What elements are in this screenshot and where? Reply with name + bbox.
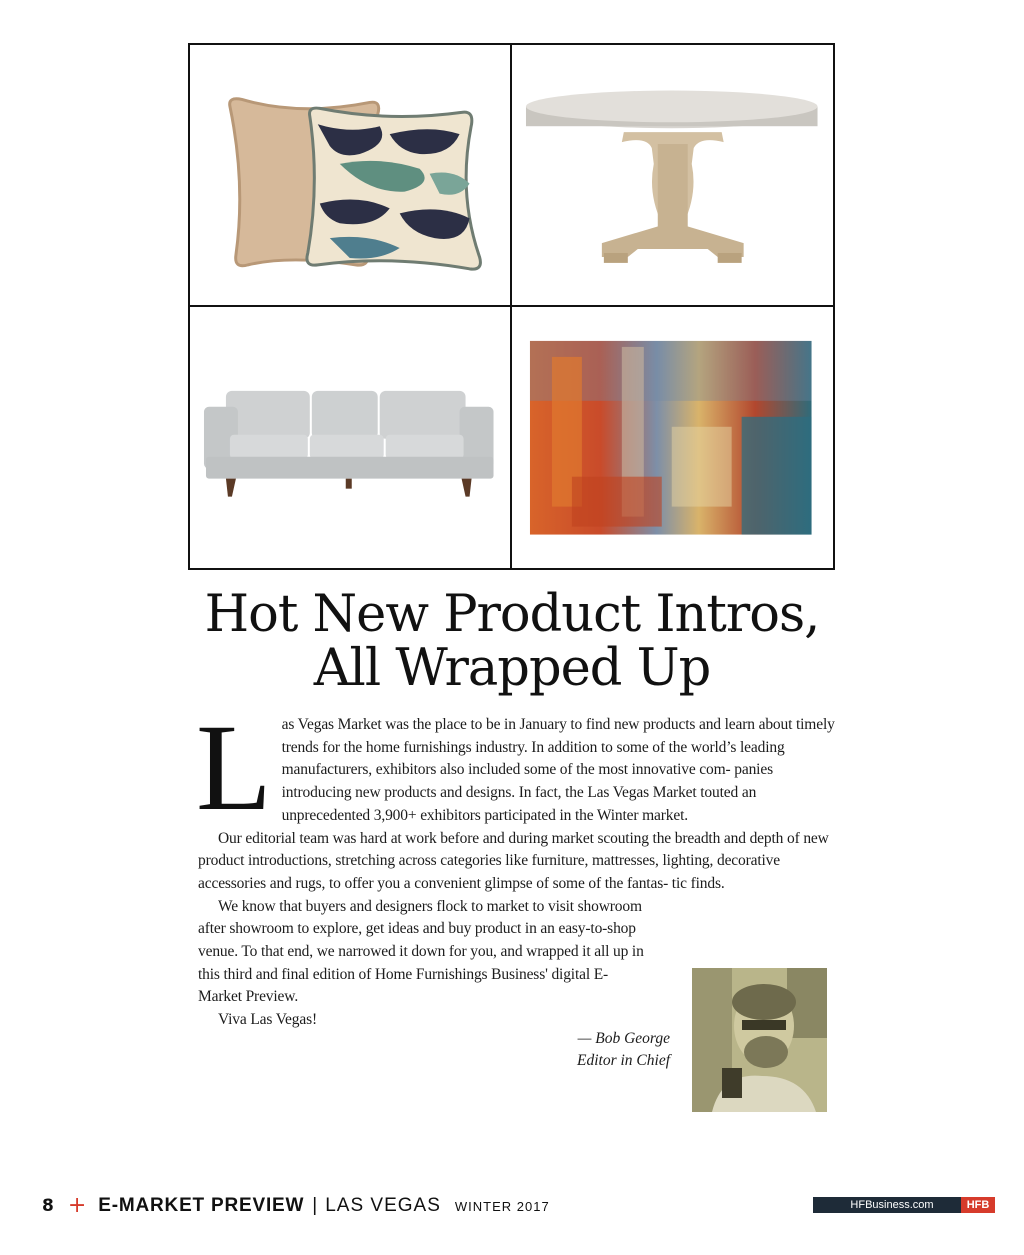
page-footer	[42, 1195, 550, 1217]
paragraph-2: Our editorial team was hard at work before and during market scouting the breadth and depth of new product introductions, stretching across categories like furniture, mattresses, lighting, decorative accessories and rugs, to offer you a convenient glimpse of some of the fantas- tic finds.	[198, 829, 829, 892]
page-number: 8	[42, 1196, 54, 1216]
rug-image	[512, 307, 834, 569]
signature-name: — Bob George	[577, 1030, 670, 1047]
paragraph-3: We know that buyers and designers flock to market to visit showroom after showroom to explore, get ideas and buy product in an easy-to-shop venue. To that end, we narrowed it down for you, and wrapped it all up in this third and final edition of Home Furnishings Business' digital E-Market Preview.	[198, 897, 644, 1006]
article-headline	[150, 585, 874, 698]
paragraph-1	[196, 699, 840, 836]
website-badge[interactable]	[813, 1197, 995, 1213]
footer-separator: |	[312, 1195, 318, 1216]
headline-line-1: Hot New Product Intros,	[204, 585, 820, 644]
sofa-image	[190, 307, 512, 569]
footer-city: LAS VEGAS	[325, 1195, 441, 1216]
dining-table-image	[512, 45, 834, 307]
plus-icon: +	[67, 1193, 87, 1218]
signature-title: Editor in Chief	[577, 1052, 670, 1069]
headline-line-2: All Wrapped Up	[313, 639, 711, 698]
pillows-image	[190, 45, 512, 307]
brand-logo: HFB	[961, 1197, 995, 1213]
website-link[interactable]: HFBusiness.com	[813, 1197, 961, 1213]
paragraph-4: Viva Las Vegas!	[218, 1011, 317, 1029]
editor-photo	[692, 968, 827, 1112]
paragraph-1-text: as Vegas Market was the place to be in January to find new products and learn about timely trends for the home furnishings industry. In addition to some of the world’s leading manufacturers, exhibitors also included some of the most innovative com- panies introducing new products and designs. In fact, the Las Vegas Market touted an unprecedented 3,900+ exhibitors participated in the Winter market.	[281, 716, 835, 824]
issue-date: WINTER 2017	[454, 1198, 550, 1214]
signature	[540, 1028, 670, 1072]
drop-cap: L	[196, 699, 272, 836]
product-image-grid	[188, 43, 835, 570]
publication-name: E-MARKET PREVIEW	[98, 1195, 305, 1216]
